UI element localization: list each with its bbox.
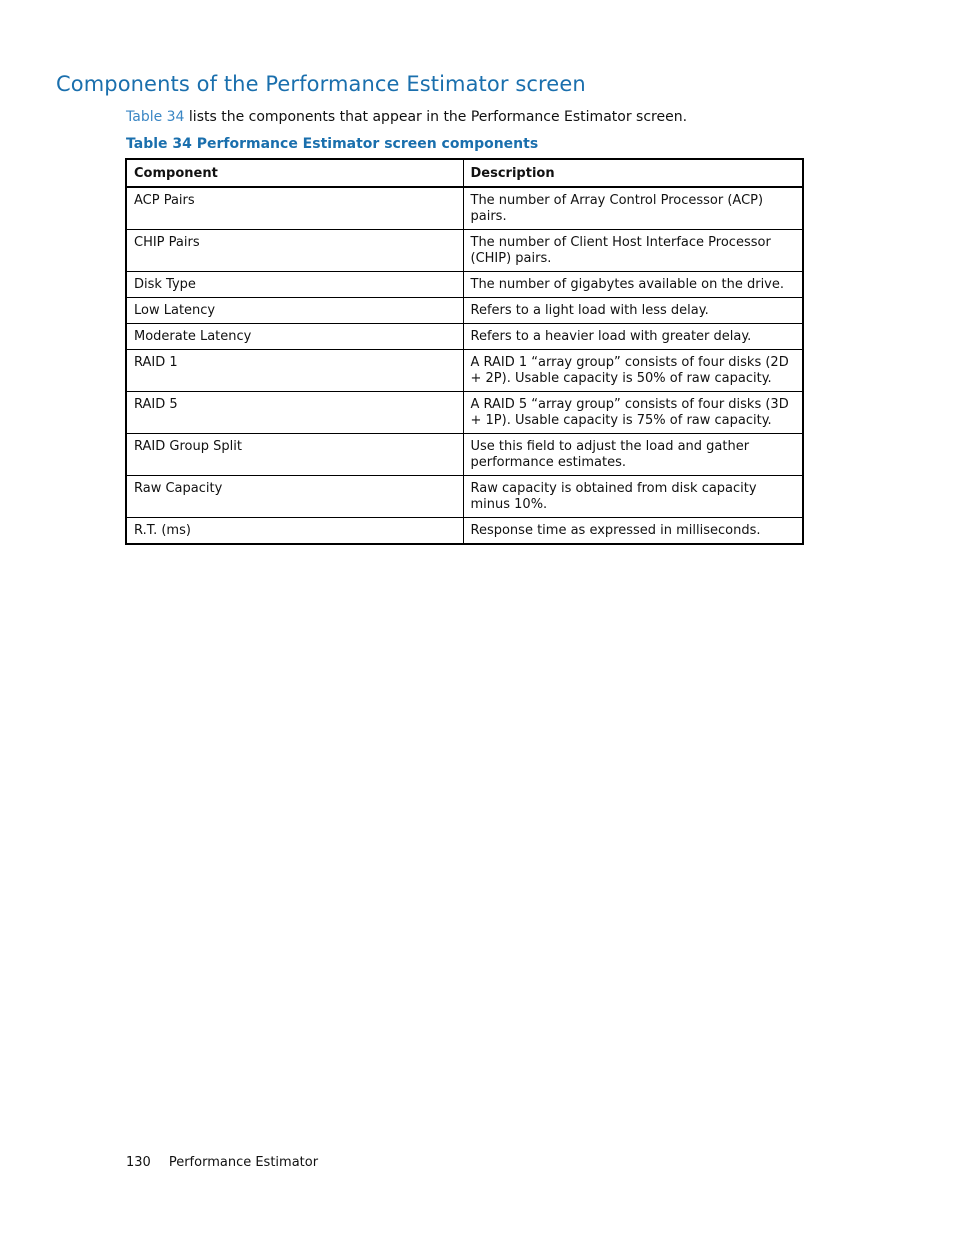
intro-text: lists the components that appear in the Performance Estimator screen.	[184, 109, 688, 125]
component-cell: Moderate Latency	[126, 324, 463, 350]
component-cell: Low Latency	[126, 298, 463, 324]
table-cross-reference-link[interactable]: Table 34	[126, 109, 185, 125]
description-cell: Response time as expressed in milliseconds.	[463, 518, 803, 545]
intro-paragraph	[126, 109, 687, 125]
components-table	[125, 158, 804, 545]
component-cell: RAID 5	[126, 392, 463, 434]
component-cell: RAID Group Split	[126, 434, 463, 476]
component-cell: R.T. (ms)	[126, 518, 463, 545]
component-cell: Raw Capacity	[126, 476, 463, 518]
table-row	[126, 187, 803, 230]
description-cell: Refers to a heavier load with greater delay.	[463, 324, 803, 350]
description-cell: Refers to a light load with less delay.	[463, 298, 803, 324]
table-row	[126, 230, 803, 272]
chapter-title: Performance Estimator	[168, 1155, 319, 1170]
description-cell: The number of gigabytes available on the drive.	[463, 272, 803, 298]
description-cell: A RAID 5 “array group” consists of four disks (3D + 1P). Usable capacity is 75% of raw capacity.	[463, 392, 803, 434]
table-row	[126, 272, 803, 298]
table-row	[126, 350, 803, 392]
component-cell: RAID 1	[126, 350, 463, 392]
description-cell: The number of Client Host Interface Processor (CHIP) pairs.	[463, 230, 803, 272]
table-row	[126, 518, 803, 545]
table-row	[126, 298, 803, 324]
header-component: Component	[126, 159, 463, 187]
table-row	[126, 392, 803, 434]
description-cell: Use this field to adjust the load and gather performance estimates.	[463, 434, 803, 476]
page-number: 130	[126, 1155, 151, 1170]
description-cell: The number of Array Control Processor (ACP) pairs.	[463, 187, 803, 230]
table-row	[126, 476, 803, 518]
page-footer	[126, 1155, 318, 1170]
description-cell: Raw capacity is obtained from disk capacity minus 10%.	[463, 476, 803, 518]
component-cell: Disk Type	[126, 272, 463, 298]
section-title: Components of the Performance Estimator screen	[56, 72, 586, 96]
table-header-row	[126, 159, 803, 187]
table-row	[126, 434, 803, 476]
component-cell: ACP Pairs	[126, 187, 463, 230]
header-description: Description	[463, 159, 803, 187]
table-row	[126, 324, 803, 350]
table-caption: Table 34 Performance Estimator screen components	[126, 136, 539, 152]
description-cell: A RAID 1 “array group” consists of four disks (2D + 2P). Usable capacity is 50% of raw capacity.	[463, 350, 803, 392]
component-cell: CHIP Pairs	[126, 230, 463, 272]
